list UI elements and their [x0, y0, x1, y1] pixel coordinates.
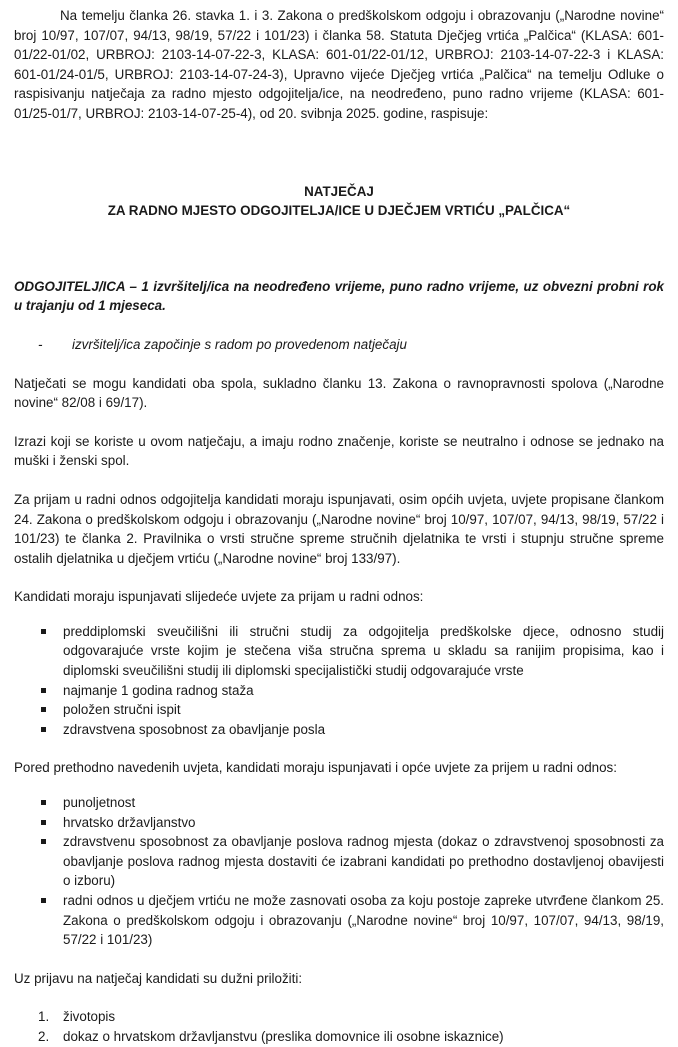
bullet-icon	[41, 707, 46, 712]
bullet-icon	[41, 839, 46, 844]
attachments-list	[14, 1007, 664, 1046]
list-number: 2.	[38, 1028, 50, 1044]
specific-conditions-list	[14, 622, 664, 740]
list-item-text: punoljetnost	[63, 795, 136, 811]
list-number: 1.	[38, 1009, 50, 1025]
list-item	[14, 832, 664, 891]
list-item	[14, 681, 664, 701]
list-item-text: položen stručni ispit	[63, 702, 181, 718]
position-description: – 1 izvršitelj/ica na neodređeno vrijeme, puno radno vrijeme, uz obvezni probni rok u trajanju od 1 mjeseca.	[14, 278, 664, 314]
list-item-text: dokaz o hrvatskom državljanstvu (preslika domovnice ili osobne iskaznice)	[63, 1028, 504, 1044]
requirements-intro-paragraph: Za prijam u radni odnos odgojitelja kandidati moraju ispunjavati, osim općih uvjeta, uvjete propisane člankom 24. Zakona o predškolskom odgoju i obrazovanju („Narodne novine“ broj 10/97, 107/07, 94/13, 98/19, 57/22 i 101/23) te članka 2. Pravilnika o vrsti stručne spreme stručnih djelatnika te vrsti i stupnju stručne spreme ostalih djelatnika u dječjem vrtiću („Narodne novine“ broj 133/97).	[14, 491, 664, 566]
specific-conditions-paragraph: Kandidati moraju ispunjavati slijedeće uvjete za prijam u radni odnos:	[14, 589, 424, 605]
start-note	[14, 335, 664, 355]
bullet-icon	[41, 629, 46, 634]
list-item	[14, 793, 664, 813]
document-title	[14, 182, 664, 221]
list-item	[14, 1007, 664, 1027]
intro-paragraph: Na temelju članka 26. stavka 1. i 3. Zakona o predškolskom odgoju i obrazovanju („Narodne novine“ broj 10/97, 107/07, 94/13, 98/19, 57/22 i 101/23) i članka 58. Statuta Dječjeg vrtića „Palčica“ (KLASA: 601-01/22-01/02, URBROJ: 2103-14-07-22-3, KLASA: 601-01/22-01/12, URBROJ: 2103-14-07-22-3 i KLASA: 601-01/24-01/5, URBROJ: 2103-14-07-24-3), Upravno vijeće Dječjeg vrtića „Palčica“ na temelju Odluke o raspisivanju natječaja za radno mjesto odgojitelja/ice, na neodređeno, puno radno vrijeme (KLASA: 601-01/25-01/7, URBROJ: 2103-14-07-25-4), od 20. svibnja 2025. godine, raspisuje:	[14, 8, 664, 121]
list-item-text: zdravstvenu sposobnost za obavljanje poslova radnog mjesta (dokaz o zdravstvenoj sposobnosti za obavljanje poslova radnog mjesta dostaviti će izabrani kandidati po prethodno dostavljenoj obavijesti o izboru)	[63, 834, 664, 889]
gender-terms-paragraph: Izrazi koji se koriste u ovom natječaju, a imaju rodno značenje, koriste se neutralno i odnose se jednako na muški i ženski spol.	[14, 433, 664, 469]
list-item	[14, 891, 664, 950]
list-item-text: radni odnos u dječjem vrtiću ne može zasnovati osoba za koju postoje zapreke utvrđene člankom 25. Zakona o predškolskom odgoju i obrazovanju („Narodne novine“ broj 10/97, 107/07, 94/13, 98/19, 57/22 i 101/23)	[63, 893, 664, 948]
bullet-icon	[41, 727, 46, 732]
title-line-2: ZA RADNO MJESTO ODGOJITELJA/ICE U DJEČJEM VRTIĆU „PALČICA“	[107, 203, 571, 219]
bullet-icon	[41, 820, 46, 825]
position-name: ODGOJITELJ/ICA	[14, 278, 126, 294]
list-item-text: životopis	[63, 1009, 116, 1025]
list-item-text: zdravstvena sposobnost za obavljanje posla	[63, 721, 326, 737]
attachments-paragraph: Uz prijavu na natječaj kandidati su dužni priložiti:	[14, 970, 303, 986]
position-heading	[14, 277, 664, 316]
bullet-icon	[41, 800, 46, 805]
bullet-icon	[41, 688, 46, 693]
list-item-text: preddiplomski sveučilišni ili stručni studij za odgojitelja predškolske djece, odnosno studij odgovarajuće vrste kojim je stečena viša stručna sprema u skladu sa ranijim propisima, kao i diplomski sveučilišni studij ili diplomski specijalistički studij odgovarajuće vrste	[63, 623, 664, 679]
list-item	[14, 813, 664, 833]
list-item-text: najmanje 1 godina radnog staža	[63, 682, 254, 698]
list-item-text: hrvatsko državljanstvo	[63, 814, 196, 830]
equality-paragraph: Natječati se mogu kandidati oba spola, sukladno članku 13. Zakona o ravnopravnosti spolova („Narodne novine“ 82/08 i 69/17).	[14, 375, 664, 411]
general-conditions-list	[14, 793, 664, 950]
title-line-1: NATJEČAJ	[304, 183, 374, 199]
list-item	[14, 720, 664, 740]
list-item	[14, 622, 664, 681]
general-conditions-paragraph: Pored prethodno navedenih uvjeta, kandidati moraju ispunjavati i opće uvjete za prijem u radni odnos:	[14, 760, 617, 776]
start-note-text: izvršitelj/ica započinje s radom po provedenom natječaju	[72, 336, 407, 352]
bullet-icon	[41, 898, 46, 903]
list-item	[14, 1027, 664, 1047]
list-item	[14, 700, 664, 720]
dash-marker: -	[38, 336, 43, 352]
